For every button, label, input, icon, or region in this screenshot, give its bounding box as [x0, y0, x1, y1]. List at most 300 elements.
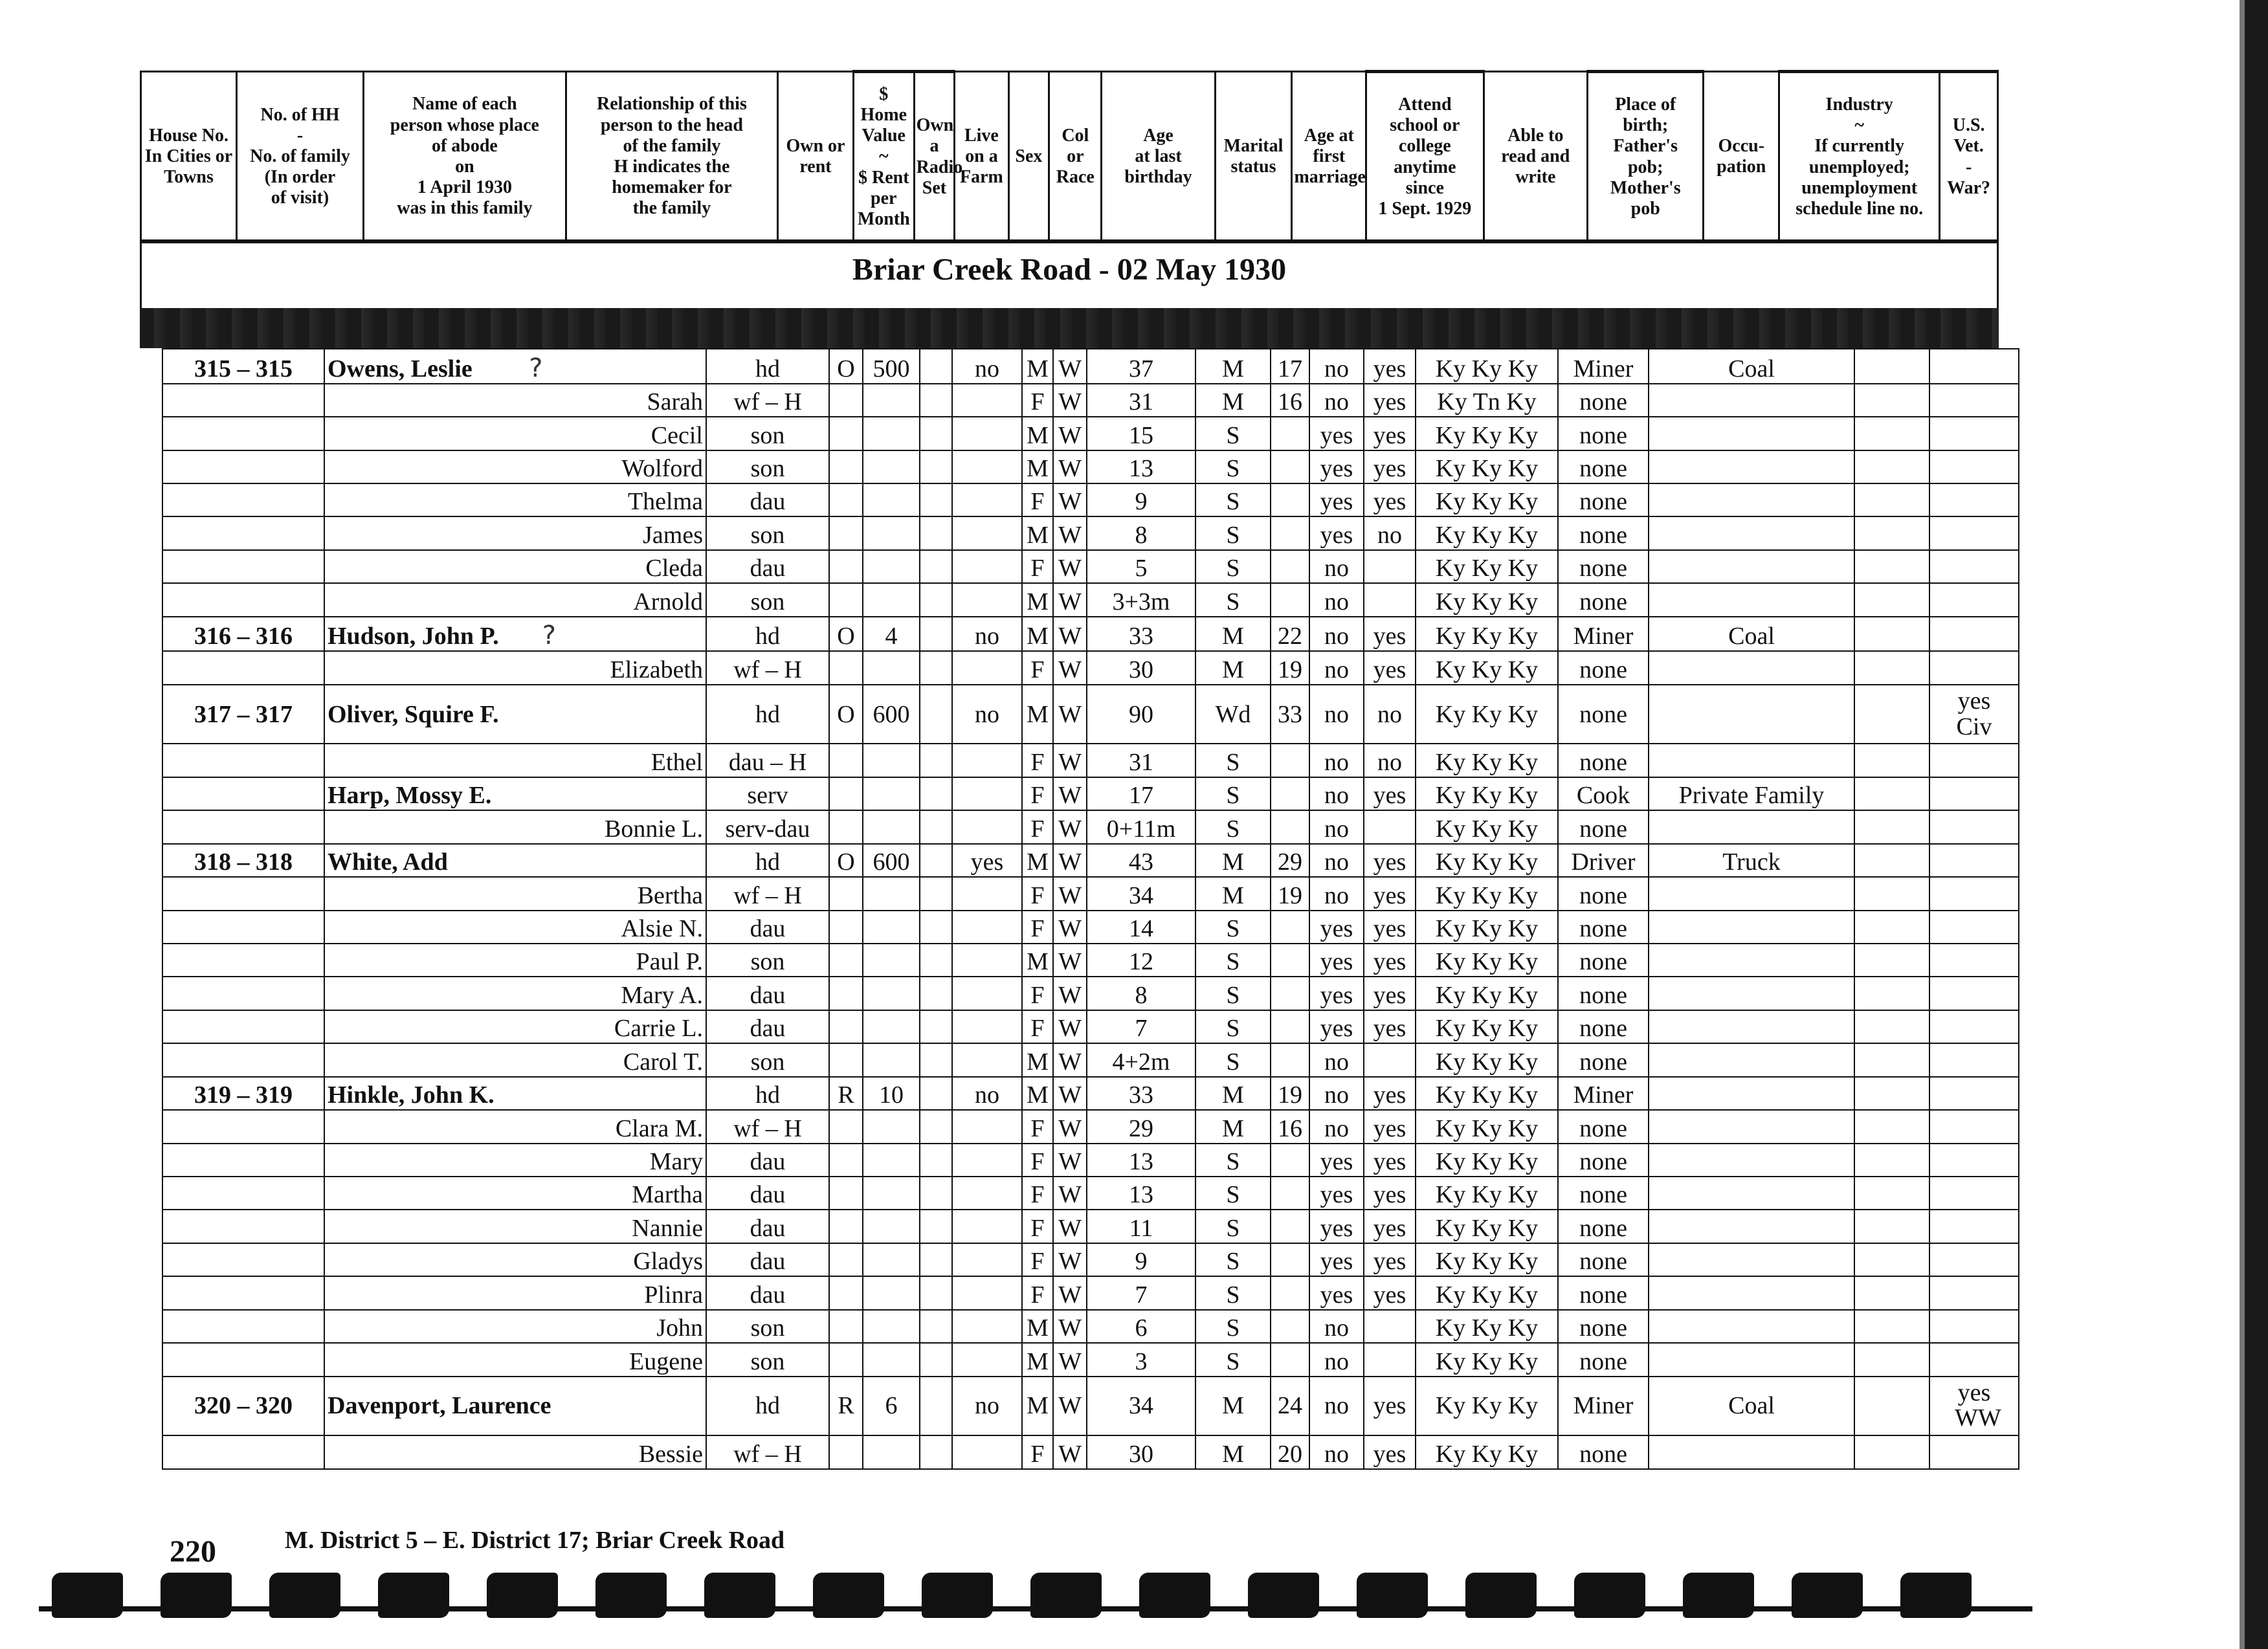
blank-col-cell [1854, 777, 1929, 810]
age-cell: 15 [1087, 417, 1195, 450]
blank-col-cell [1854, 1144, 1929, 1177]
header-line: Attend [1398, 94, 1452, 115]
header-line: of abode [431, 135, 498, 156]
household-number-cell [162, 1210, 324, 1243]
household-number-cell [162, 1243, 324, 1276]
own-rent-cell [829, 1144, 863, 1177]
home-value-cell [863, 744, 920, 777]
marital-status-cell: S [1195, 450, 1271, 483]
person-name-cell [324, 1377, 706, 1435]
occupation-cell: none [1558, 744, 1649, 777]
table-row [162, 1343, 2019, 1376]
birthplace-cell: Ky Tn Ky [1416, 384, 1558, 417]
birthplace-cell: Ky Ky Ky [1416, 1435, 1558, 1469]
veteran-cell [1929, 1110, 2019, 1143]
industry-cell [1649, 1177, 1854, 1210]
live-on-farm-cell: no [952, 617, 1022, 652]
race-cell: W [1053, 450, 1087, 483]
own-rent-cell [829, 911, 863, 944]
sex-cell: F [1022, 777, 1053, 810]
home-value-cell [863, 1043, 920, 1076]
head-name: White, Add [328, 848, 448, 876]
race-cell: W [1053, 651, 1087, 684]
relationship-cell: son [706, 516, 829, 549]
home-value-cell [863, 1243, 920, 1276]
header-line: birth; [1623, 115, 1669, 136]
relationship-cell: dau – H [706, 744, 829, 777]
read-write-cell: yes [1364, 844, 1416, 877]
header-line: $ Rent [858, 167, 909, 188]
title-banner [140, 239, 1999, 308]
race-cell: W [1053, 844, 1087, 877]
header-line: on a [965, 146, 998, 166]
radio-cell [920, 1144, 952, 1177]
live-on-farm-cell [952, 450, 1022, 483]
blank-col-cell [1854, 450, 1929, 483]
table-row [162, 1210, 2019, 1243]
age-cell: 4+2m [1087, 1043, 1195, 1076]
school-cell: no [1309, 583, 1364, 616]
marital-status-cell: S [1195, 911, 1271, 944]
header-line: Set [922, 177, 947, 198]
live-on-farm-cell [952, 944, 1022, 977]
age-cell: 3 [1087, 1343, 1195, 1376]
age-first-marriage-cell [1271, 483, 1309, 516]
age-cell: 37 [1087, 349, 1195, 384]
veteran-cell [1929, 483, 2019, 516]
person-name-cell [324, 744, 706, 777]
read-write-cell: yes [1364, 384, 1416, 417]
header-line: was in this family [397, 198, 533, 219]
header-line: 1 April 1930 [417, 177, 512, 198]
relationship-cell: hd [706, 1377, 829, 1435]
marital-status-cell: S [1195, 1177, 1271, 1210]
header-line: Own [916, 115, 954, 136]
age-first-marriage-cell [1271, 1043, 1309, 1076]
birthplace-cell: Ky Ky Ky [1416, 1010, 1558, 1043]
person-name-cell [324, 1435, 706, 1469]
industry-cell [1649, 1210, 1854, 1243]
age-cell: 33 [1087, 1077, 1195, 1110]
school-cell: yes [1309, 1276, 1364, 1309]
given-name: Alsie N. [621, 914, 703, 942]
household-number-cell [162, 777, 324, 810]
industry-cell [1649, 1276, 1854, 1309]
sex-cell: F [1022, 1110, 1053, 1143]
occupation-cell: none [1558, 1144, 1649, 1177]
relationship-cell: son [706, 417, 829, 450]
blank-col-cell [1854, 944, 1929, 977]
radio-cell [920, 744, 952, 777]
read-write-cell: yes [1364, 349, 1416, 384]
veteran-cell [1929, 651, 2019, 684]
age-cell: 30 [1087, 1435, 1195, 1469]
industry-cell [1649, 1144, 1854, 1177]
veteran-cell [1929, 1043, 2019, 1076]
radio-cell [920, 550, 952, 583]
relationship-cell: dau [706, 1144, 829, 1177]
relationship-cell: son [706, 944, 829, 977]
age-first-marriage-cell: 16 [1271, 384, 1309, 417]
home-value-cell [863, 384, 920, 417]
marital-status-cell: M [1195, 1077, 1271, 1110]
occupation-cell: none [1558, 483, 1649, 516]
live-on-farm-cell [952, 911, 1022, 944]
veteran-value: yes WW [1955, 1378, 2001, 1432]
occupation-cell: none [1558, 516, 1649, 549]
header-line: Farm [959, 167, 1003, 188]
relationship-cell: dau [706, 483, 829, 516]
read-write-cell: yes [1364, 777, 1416, 810]
school-cell: yes [1309, 417, 1364, 450]
header-line: Vet. [1953, 136, 1984, 157]
header-line: If currently [1814, 136, 1905, 157]
school-cell: no [1309, 617, 1364, 652]
home-value-cell [863, 450, 920, 483]
industry-cell [1649, 516, 1854, 549]
age-first-marriage-cell [1271, 977, 1309, 1010]
person-name-cell [324, 911, 706, 944]
marital-status-cell: M [1195, 844, 1271, 877]
own-rent-cell: O [829, 685, 863, 744]
table-row [162, 944, 2019, 977]
school-cell: yes [1309, 911, 1364, 944]
marital-status-cell: S [1195, 483, 1271, 516]
table-row [162, 844, 2019, 877]
header-race [1049, 72, 1102, 243]
occupation-cell: none [1558, 450, 1649, 483]
marital-status-cell: S [1195, 810, 1271, 843]
radio-cell [920, 1177, 952, 1210]
live-on-farm-cell: no [952, 349, 1022, 384]
table-row [162, 1177, 2019, 1210]
marital-status-cell: S [1195, 516, 1271, 549]
live-on-farm-cell [952, 877, 1022, 910]
header-line: a [929, 136, 939, 157]
live-on-farm-cell [952, 744, 1022, 777]
race-cell: W [1053, 483, 1087, 516]
birthplace-cell: Ky Ky Ky [1416, 977, 1558, 1010]
header-line: No. of HH [260, 104, 340, 125]
given-name: Thelma [627, 488, 703, 516]
header-line: No. of family [250, 146, 350, 166]
marital-status-cell: S [1195, 1144, 1271, 1177]
occupation-cell: Driver [1558, 844, 1649, 877]
race-cell: W [1053, 777, 1087, 810]
marital-status-cell: S [1195, 1043, 1271, 1076]
own-rent-cell [829, 483, 863, 516]
occupation-cell: none [1558, 1435, 1649, 1469]
radio-cell [920, 977, 952, 1010]
school-cell: no [1309, 349, 1364, 384]
industry-cell: Private Family [1649, 777, 1854, 810]
age-first-marriage-cell: 19 [1271, 651, 1309, 684]
age-first-marriage-cell [1271, 450, 1309, 483]
given-name: Bertha [637, 881, 703, 909]
header-line: - [296, 125, 304, 146]
person-name-cell [324, 617, 706, 652]
radio-cell [920, 617, 952, 652]
age-first-marriage-cell [1271, 810, 1309, 843]
household-number-cell: 318 – 318 [162, 844, 324, 877]
header-line: Value [862, 126, 906, 146]
household-number-cell [162, 1043, 324, 1076]
veteran-cell [1929, 1276, 2019, 1309]
given-name: Eugene [629, 1347, 703, 1375]
occupation-cell: none [1558, 1110, 1649, 1143]
header-line: Race [1056, 167, 1095, 188]
header-line: homemaker for [612, 177, 732, 198]
radio-cell [920, 1276, 952, 1309]
own-rent-cell [829, 744, 863, 777]
veteran-cell [1929, 777, 2019, 810]
home-value-cell: 500 [863, 349, 920, 384]
header-school [1366, 72, 1484, 243]
home-value-cell [863, 877, 920, 910]
person-name-cell [324, 944, 706, 977]
table-row [162, 583, 2019, 616]
radio-cell [920, 349, 952, 384]
blank-col-cell [1854, 617, 1929, 652]
table-row [162, 384, 2019, 417]
birthplace-cell: Ky Ky Ky [1416, 349, 1558, 384]
radio-cell [920, 685, 952, 744]
age-first-marriage-cell: 17 [1271, 349, 1309, 384]
given-name: Mary [649, 1148, 703, 1176]
race-cell: W [1053, 1276, 1087, 1309]
age-cell: 9 [1087, 483, 1195, 516]
live-on-farm-cell [952, 1210, 1022, 1243]
school-cell: no [1309, 810, 1364, 843]
header-line: ~ [1854, 115, 1864, 136]
industry-cell: Truck [1649, 844, 1854, 877]
blank-col-cell [1854, 483, 1929, 516]
own-rent-cell [829, 1343, 863, 1376]
read-write-cell [1364, 1043, 1416, 1076]
veteran-cell [1929, 685, 2019, 744]
given-name: Sarah [647, 388, 703, 416]
age-first-marriage-cell: 19 [1271, 877, 1309, 910]
race-cell: W [1053, 1043, 1087, 1076]
blank-col-cell [1854, 583, 1929, 616]
table-row [162, 744, 2019, 777]
radio-cell [920, 810, 952, 843]
birthplace-cell: Ky Ky Ky [1416, 583, 1558, 616]
header-line: of visit) [271, 188, 329, 208]
given-name: Mary A. [621, 981, 703, 1009]
person-name-cell [324, 844, 706, 877]
home-value-cell [863, 1343, 920, 1376]
header-line: the family [632, 198, 711, 219]
header-line: Radio [916, 157, 963, 177]
household-number-cell: 320 – 320 [162, 1377, 324, 1435]
home-value-cell [863, 777, 920, 810]
radio-cell [920, 1010, 952, 1043]
industry-cell: Coal [1649, 349, 1854, 384]
relationship-cell: hd [706, 685, 829, 744]
occupation-cell: none [1558, 977, 1649, 1010]
header-line: Father's [1613, 136, 1678, 157]
age-first-marriage-cell [1271, 944, 1309, 977]
given-name: Paul P. [636, 948, 703, 976]
marital-status-cell: S [1195, 417, 1271, 450]
sex-cell: M [1022, 1043, 1053, 1076]
given-name: Bonnie L. [605, 815, 703, 843]
birthplace-cell: Ky Ky Ky [1416, 777, 1558, 810]
school-cell: yes [1309, 483, 1364, 516]
sex-cell: F [1022, 1177, 1053, 1210]
race-cell: W [1053, 1377, 1087, 1435]
person-name-cell [324, 685, 706, 744]
sex-cell: M [1022, 516, 1053, 549]
race-cell: W [1053, 1243, 1087, 1276]
age-first-marriage-cell [1271, 1276, 1309, 1309]
person-name-cell [324, 384, 706, 417]
age-first-marriage-cell [1271, 1010, 1309, 1043]
home-value-cell [863, 516, 920, 549]
header-line: Live [964, 125, 999, 146]
header-line: ~ [878, 146, 889, 167]
table-row [162, 877, 2019, 910]
header-line: anytime [1394, 157, 1456, 177]
header-first-marriage [1292, 72, 1366, 243]
home-value-cell: 4 [863, 617, 920, 652]
home-value-cell [863, 1144, 920, 1177]
question-mark-annotation: ? [529, 353, 543, 383]
veteran-cell [1929, 1144, 2019, 1177]
table-row [162, 977, 2019, 1010]
age-first-marriage-cell [1271, 1144, 1309, 1177]
page-edge-shadow [2240, 0, 2245, 1649]
occupation-cell: none [1558, 1010, 1649, 1043]
own-rent-cell [829, 583, 863, 616]
page-number: 220 [170, 1534, 216, 1569]
footer-district: M. District 5 – E. District 17; Briar Creek Road [285, 1527, 785, 1554]
read-write-cell: yes [1364, 944, 1416, 977]
sex-cell: F [1022, 1144, 1053, 1177]
industry-cell [1649, 1435, 1854, 1469]
person-name-cell [324, 1276, 706, 1309]
marital-status-cell: Wd [1195, 685, 1271, 744]
person-name-cell [324, 1177, 706, 1210]
birthplace-cell: Ky Ky Ky [1416, 651, 1558, 684]
occupation-cell: none [1558, 1343, 1649, 1376]
radio-cell [920, 417, 952, 450]
sex-cell: M [1022, 1377, 1053, 1435]
sex-cell: F [1022, 483, 1053, 516]
own-rent-cell [829, 450, 863, 483]
table-row [162, 516, 2019, 549]
table-row [162, 1144, 2019, 1177]
table-row [162, 617, 2019, 652]
household-number-cell [162, 977, 324, 1010]
school-cell: no [1309, 777, 1364, 810]
blank-col-cell [1854, 384, 1929, 417]
occupation-cell: none [1558, 877, 1649, 910]
age-cell: 7 [1087, 1010, 1195, 1043]
home-value-cell [863, 911, 920, 944]
marital-status-cell: S [1195, 1210, 1271, 1243]
read-write-cell: no [1364, 685, 1416, 744]
given-name: Wolford [621, 455, 703, 482]
home-value-cell [863, 1210, 920, 1243]
relationship-cell: serv-dau [706, 810, 829, 843]
column-header-table [140, 70, 1999, 243]
sex-cell: M [1022, 844, 1053, 877]
header-line: Name of each [412, 94, 517, 115]
own-rent-cell [829, 384, 863, 417]
table-row [162, 1377, 2019, 1435]
read-write-cell: yes [1364, 1276, 1416, 1309]
industry-cell [1649, 877, 1854, 910]
blank-col-cell [1854, 911, 1929, 944]
header-line: War? [1947, 177, 1991, 198]
relationship-cell: wf – H [706, 651, 829, 684]
industry-cell [1649, 450, 1854, 483]
occupation-cell: none [1558, 1043, 1649, 1076]
header-line: Month [857, 208, 910, 229]
veteran-cell [1929, 977, 2019, 1010]
age-first-marriage-cell: 22 [1271, 617, 1309, 652]
household-number-cell [162, 1010, 324, 1043]
birthplace-cell: Ky Ky Ky [1416, 1177, 1558, 1210]
household-number-cell [162, 384, 324, 417]
school-cell: yes [1309, 1177, 1364, 1210]
person-name-cell [324, 977, 706, 1010]
live-on-farm-cell: no [952, 1077, 1022, 1110]
live-on-farm-cell [952, 651, 1022, 684]
relationship-cell: hd [706, 349, 829, 384]
header-occupation [1704, 72, 1779, 243]
read-write-cell: yes [1364, 1110, 1416, 1143]
read-write-cell: yes [1364, 1210, 1416, 1243]
sex-cell: F [1022, 977, 1053, 1010]
household-number-cell [162, 550, 324, 583]
school-cell: no [1309, 1310, 1364, 1343]
occupation-cell: none [1558, 1177, 1649, 1210]
live-on-farm-cell [952, 1043, 1022, 1076]
head-name: Hinkle, John K. [328, 1081, 495, 1109]
live-on-farm-cell: yes [952, 844, 1022, 877]
school-cell: yes [1309, 516, 1364, 549]
own-rent-cell: O [829, 844, 863, 877]
header-line: Marital [1223, 135, 1284, 156]
own-rent-cell: O [829, 617, 863, 652]
industry-cell [1649, 744, 1854, 777]
age-cell: 43 [1087, 844, 1195, 877]
industry-cell [1649, 651, 1854, 684]
relationship-cell: dau [706, 977, 829, 1010]
header-line: birthday [1124, 167, 1192, 188]
table-row [162, 651, 2019, 684]
read-write-cell: yes [1364, 1377, 1416, 1435]
marital-status-cell: M [1195, 1377, 1271, 1435]
age-cell: 31 [1087, 384, 1195, 417]
sex-cell: F [1022, 877, 1053, 910]
veteran-cell [1929, 844, 2019, 877]
birthplace-cell: Ky Ky Ky [1416, 810, 1558, 843]
age-first-marriage-cell [1271, 583, 1309, 616]
age-first-marriage-cell: 33 [1271, 685, 1309, 744]
table-row [162, 450, 2019, 483]
header-line: 1 Sept. 1929 [1378, 198, 1472, 219]
household-number-cell [162, 1177, 324, 1210]
person-name-cell [324, 651, 706, 684]
blank-col-cell [1854, 844, 1929, 877]
school-cell: yes [1309, 944, 1364, 977]
age-cell: 33 [1087, 617, 1195, 652]
relationship-cell: dau [706, 1210, 829, 1243]
